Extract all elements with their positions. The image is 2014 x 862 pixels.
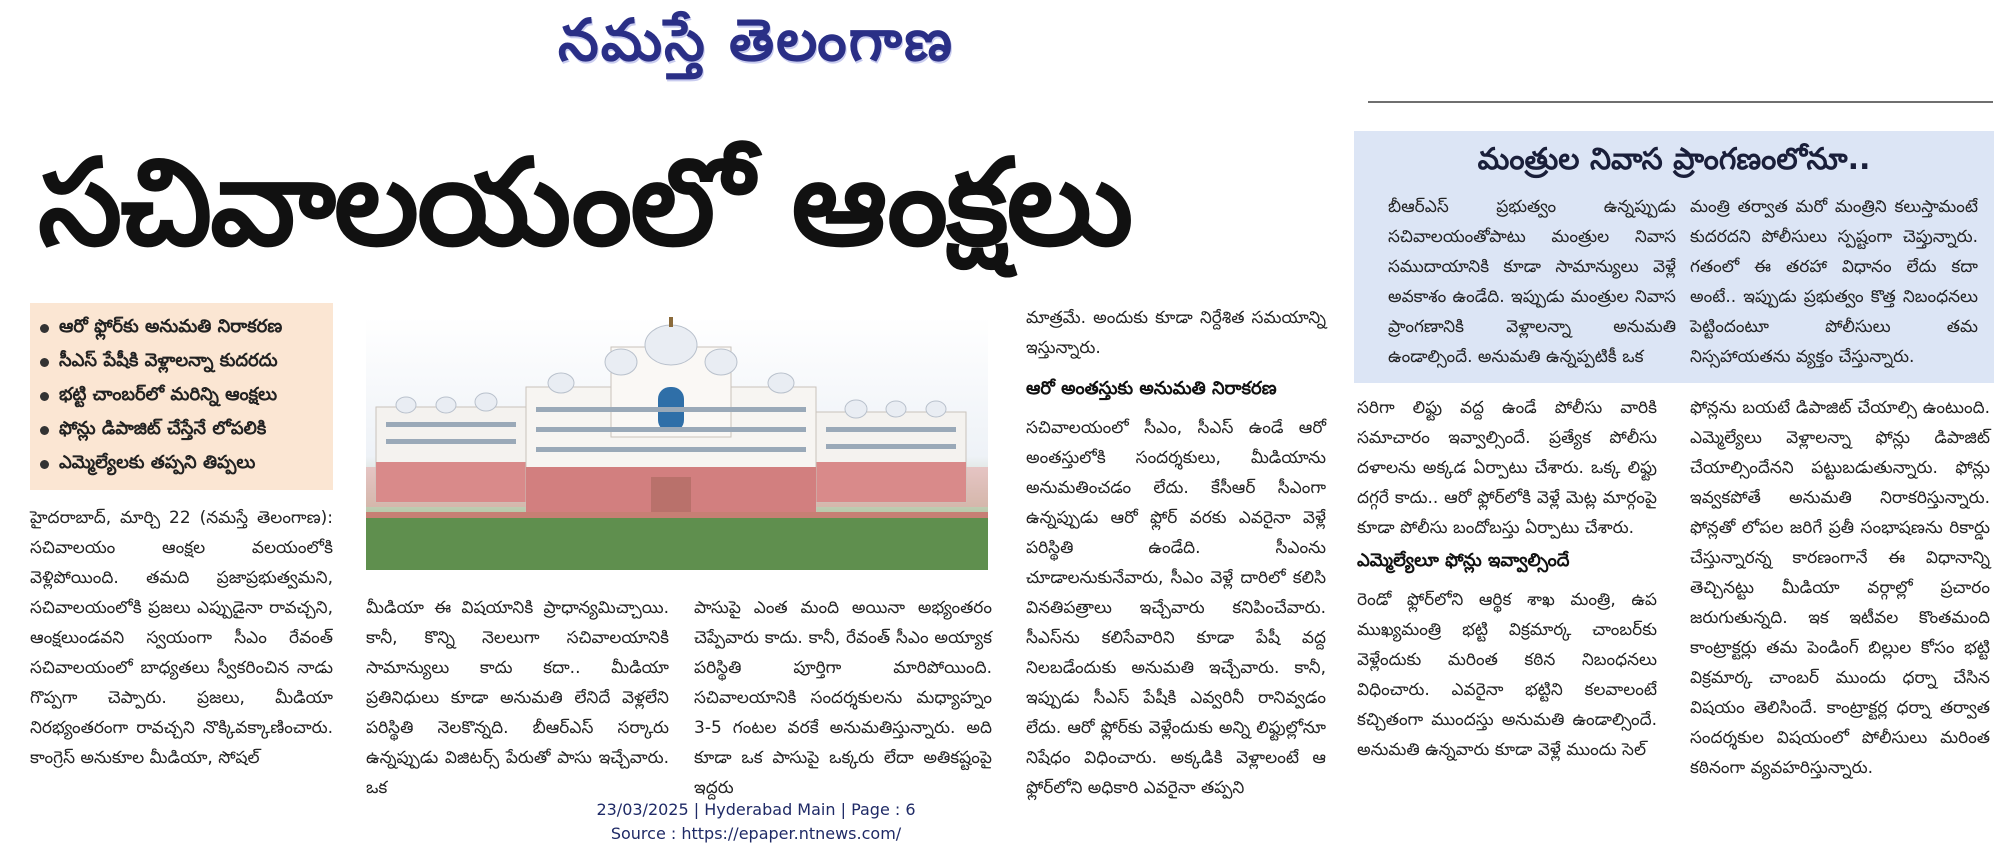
highlight-item bbox=[30, 379, 333, 413]
source-url-line: Source : https://epaper.ntnews.com/ bbox=[610, 824, 902, 843]
article-column-2: మీడియా ఈ విషయానికి ప్రాధాన్యమిచ్చాయి. కానీ, కొన్ని నెలలుగా సచివాలయానికి సామాన్యులు కాదు కదా.. మీడియా ప్రతినిధులు కూడా అనుమతి లేనిదే వెళ్లలేని పరిస్థితి నెలకొన్నది. బీఆర్‌ఎస్ సర్కారు ఉన్నప్పుడు విజిటర్స్ పేరుతో పాసు ఇచ్చేవారు. ఒక bbox=[366, 598, 669, 798]
article-column-5-body: రెండో ఫ్లోర్‌లోని ఆర్థిక శాఖ మంత్రి, ఉప ముఖ్యమంత్రి భట్టి విక్రమార్క చాంబర్‌కు వెళ్లేందుకు మరింత కఠిన నిబంధనలు విధించారు. ఎవరైనా భట్టిని కలవాలంటే కచ్చితంగా ముందస్తు అనుమతి ఉండాల్సిందే. అనుమతి ఉన్నవారు కూడా వెళ్లే ముందు సెల్ bbox=[1357, 590, 1657, 760]
subheading-sixth-floor: ఆరో అంతస్తుకు అనుమతి నిరాకరణ bbox=[1026, 378, 1277, 399]
highlight-item bbox=[30, 413, 333, 447]
bullet-icon bbox=[40, 426, 49, 435]
bullet-icon bbox=[40, 358, 49, 367]
highlight-text: ఫోన్లు డిపాజిట్ చేస్తేనే లోపలికి bbox=[59, 417, 267, 439]
sidebar-box-column-left: బీఆర్‌ఎస్ ప్రభుత్వం ఉన్నప్పుడు సచివాలయంతోపాటు మంత్రుల నివాస సముదాయానికి కూడా సామాన్యులు వెళ్లే అవకాశం ఉండేది. ఇప్పుడు మంత్రుల నివాస ప్రాంగణానికి వెళ్లాలన్నా అనుమతి ఉండాల్సిందే. అనుమతి ఉన్నప్పటికీ ఒక bbox=[1388, 197, 1676, 367]
secretariat-building-photo bbox=[366, 317, 988, 570]
bullet-icon bbox=[40, 324, 49, 333]
article-column-5-top: సరిగా లిఫ్టు వద్ద ఉండే పోలీసు వారికి సమాచారం ఇవ్వాల్సిందే. ప్రత్యేక పోలీసు దళాలను అక్కడ ఏర్పాటు చేశారు. ఒక్క లిఫ్టు దగ్గరే కాదు.. ఆరో ఫ్లోర్‌లోకి వెళ్లే మెట్ల మార్గంపై కూడా పోలీసు బందోబస్తు ఏర్పాటు చేశారు. bbox=[1357, 398, 1657, 538]
highlight-item bbox=[30, 311, 333, 345]
sidebar-box-column-right: మంత్రి తర్వాత మరో మంత్రిని కలుస్తామంటే కుదరదని పోలీసులు స్పష్టంగా చెప్తున్నారు. గతంలో ఈ తరహా విధానం లేదు కదా అంటే.. ఇప్పుడు ప్రభుత్వం కొత్త నిబంధనలు పెట్టిందంటూ పోలీసులు తమ నిస్సహాయతను వ్యక్తం చేస్తున్నారు. bbox=[1690, 197, 1978, 367]
article-column-4-top: మాత్రమే. అందుకు కూడా నిర్దేశిత సమయాన్ని ఇస్తున్నారు. bbox=[1026, 308, 1326, 358]
highlight-text: భట్టి చాంబర్‌లో మరిన్ని ఆంక్షలు bbox=[59, 383, 278, 405]
highlight-item bbox=[30, 345, 333, 379]
page-headline: సచివాలయంలో ఆంక్షలు bbox=[38, 134, 1132, 273]
masthead-logo: నమస్తే తెలంగాణ bbox=[558, 6, 954, 74]
masthead-rule bbox=[1368, 101, 1993, 103]
highlights-box bbox=[30, 303, 333, 490]
article-column-3: పాసుపై ఎంత మంది అయినా అభ్యంతరం చెప్పేవారు కాదు. కానీ, రేవంత్ సీఎం అయ్యాక పరిస్థితి పూర్తిగా మారిపోయింది. సచివాలయానికి సందర్శకులను మధ్యాహ్నం 3-5 గంటల వరకే అనుమతిస్తున్నారు. అది కూడా ఒక పాసుపై ఒక్కరు లేదా అతికష్టంపై ఇద్దరు bbox=[694, 598, 992, 798]
highlight-text: ఆరో ఫ్లోర్‌కు అనుమతి నిరాకరణ bbox=[59, 315, 283, 337]
bullet-icon bbox=[40, 392, 49, 401]
highlight-text: ఎమ్మెల్యేలకు తప్పని తిప్పలు bbox=[59, 451, 256, 473]
secretariat-building-illustration bbox=[366, 317, 988, 570]
article-column-1: హైదరాబాద్, మార్చి 22 (నమస్తే తెలంగాణ): సచివాలయం ఆంక్షల వలయంలోకి వెళ్లిపోయింది. తమది ప్రజాప్రభుత్వమని, సచివాలయంలోకి ప్రజలు ఎప్పుడైనా రావచ్చని, ఆంక్షలుండవని స్వయంగా సీఎం రేవంత్ సచివాలయంలో బాధ్యతలు స్వీకరించిన నాడు గొప్పగా చెప్పారు. ప్రజలు, మీడియా నిరభ్యంతరంగా రావచ్చని నొక్కివక్కాణించారు. కాంగ్రెస్ అనుకూల మీడియా, సోషల్ bbox=[30, 508, 333, 768]
highlight-text: సీఎస్ పేషీకి వెళ్లాలన్నా కుదరదు bbox=[59, 349, 278, 371]
subheading-mlas-phones: ఎమ్మెల్యేలూ ఫోన్లు ఇవ్వాల్సిందే bbox=[1357, 550, 1570, 571]
highlight-item bbox=[30, 447, 333, 481]
article-column-4-body: సచివాలయంలో సీఎం, సీఎస్ ఉండే ఆరో అంతస్తులోకి సందర్శకులు, మీడియాను అనుమతించడం లేదు. కేసీఆర్ సీఎంగా ఉన్నప్పుడు ఆరో ఫ్లోర్ వరకు ఎవరైనా వెళ్లే పరిస్థితి ఉండేది. సీఎంను చూడాలనుకునేవారు, సీఎం వెళ్లే దారిలో కలిసి వినతిపత్రాలు ఇచ్చేవారు కనిపించేవారు. సీఎస్‌ను కలిసేవారిని కూడా పేషీ వద్ద నిలబడేందుకు అనుమతి ఇచ్చేవారు. కానీ, ఇప్పుడు సీఎస్ పేషీకి ఎవ్వరినీ రానివ్వడం లేదు. ఆరో ఫ్లోర్‌కు వెళ్లేందుకు అన్ని లిఫ్టుల్లోనూ నిషేధం విధించారు. అక్కడికి వెళ్లాలంటే ఆ ఫ్లోర్‌లోని అధికారి ఎవరైనా తప్పని bbox=[1026, 418, 1326, 798]
page-info-line: 23/03/2025 | Hyderabad Main | Page : 6 bbox=[596, 800, 916, 819]
article-column-6: ఫోన్లను బయటే డిపాజిట్ చేయాల్సి ఉంటుంది. ఎమ్మెల్యేలు వెళ్లాలన్నా ఫోన్లు డిపాజిట్ చేయాల్సిందేనని పట్టుబడుతున్నారు. ఫోన్లు ఇవ్వకపోతే అనుమతి నిరాకరిస్తున్నారు. ఫోన్లతో లోపల జరిగే ప్రతీ సంభాషణను రికార్డు చేస్తున్నారన్న కారణంగానే ఈ విధానాన్ని తెచ్చినట్టు మీడియా వర్గాల్లో ప్రచారం జరుగుతున్నది. ఇక ఇటీవల కొంతమంది కాంట్రాక్టర్లు తమ పెండింగ్ బిల్లుల కోసం భట్టి విక్రమార్క చాంబర్ ముందు ధర్నా చేసిన విషయం తెలిసిందే. కాంట్రాక్టర్ల ధర్నా తర్వాత సందర్శకుల విషయంలో పోలీసులు మరింత కఠినంగా వ్యవహరిస్తున్నారు. bbox=[1690, 398, 1990, 778]
bullet-icon bbox=[40, 460, 49, 469]
sidebar-box-title: మంత్రుల నివాస ప్రాంగణంలోనూ.. bbox=[1477, 142, 1871, 177]
